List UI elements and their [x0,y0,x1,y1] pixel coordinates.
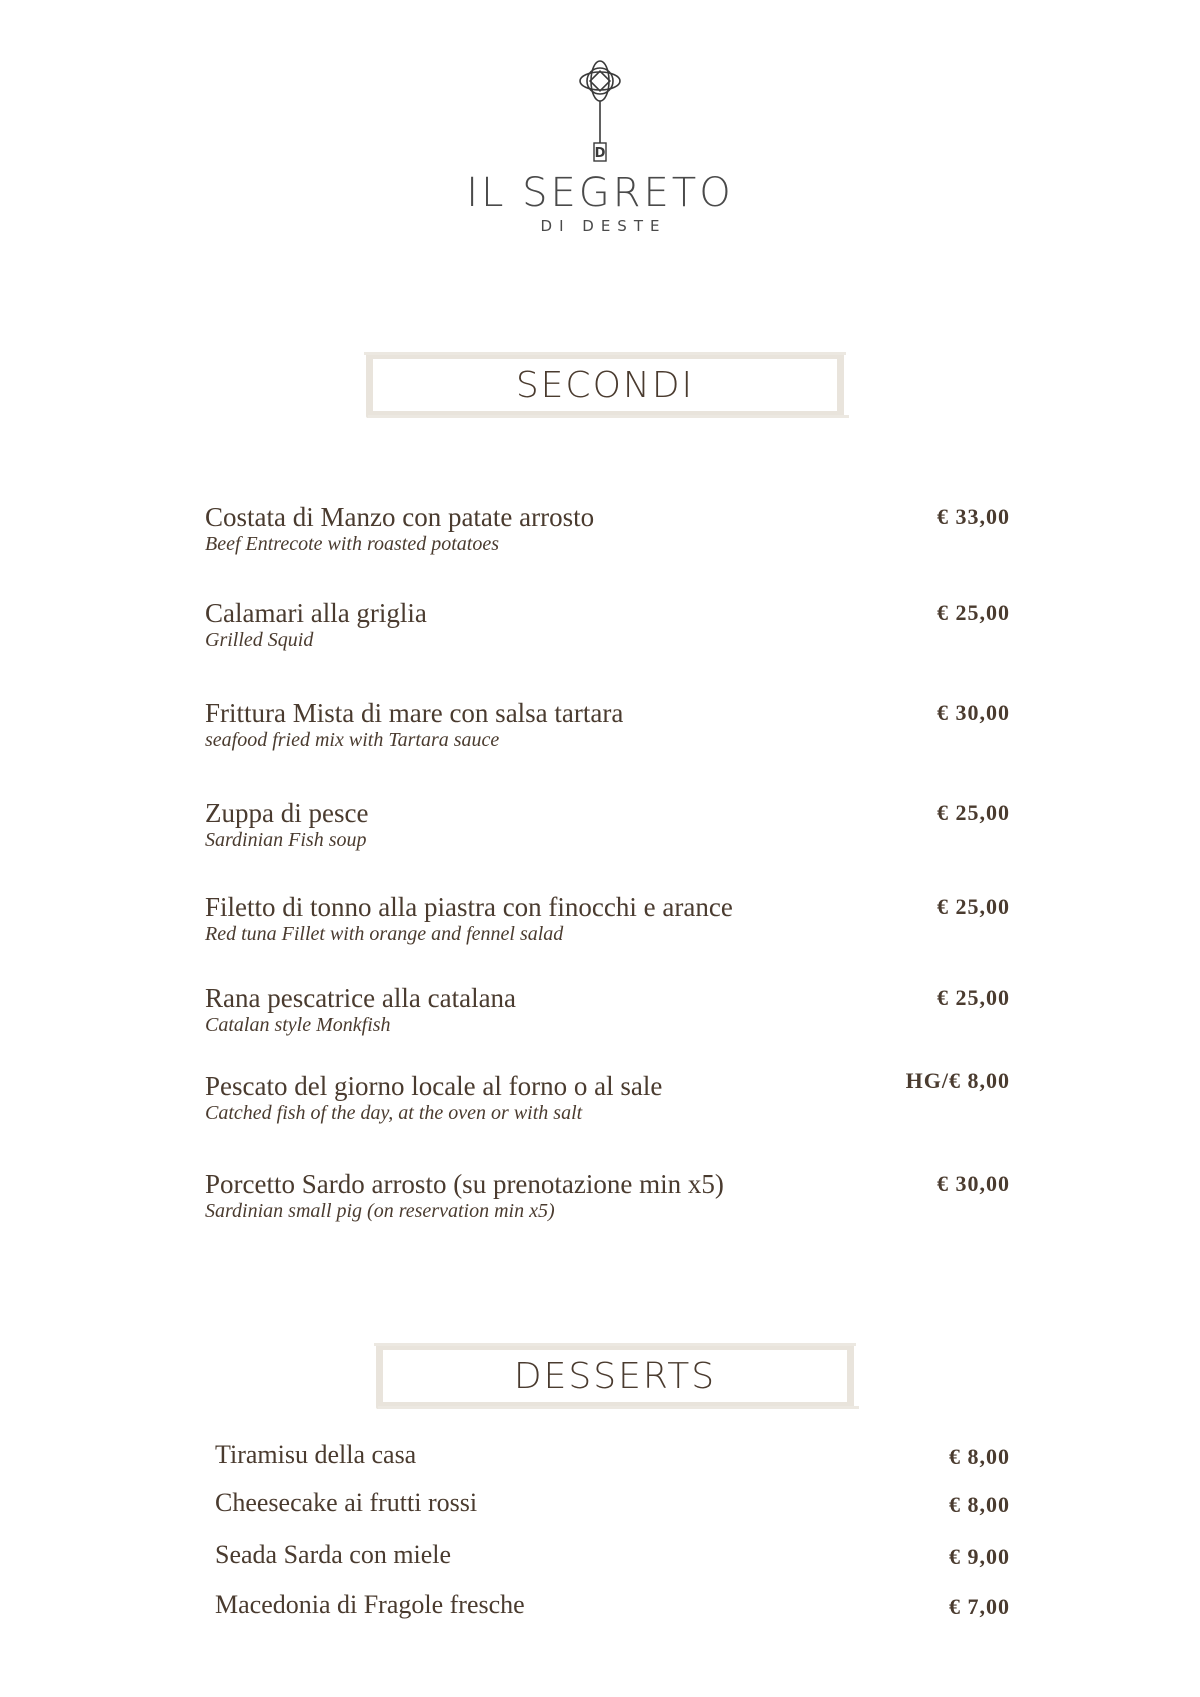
dish-name-it: Zuppa di pesce [205,798,369,828]
dessert-name: Tiramisu della casa [215,1440,417,1469]
menu-item [205,798,1010,852]
menu-item [205,598,1010,652]
dish-price: € 30,00 [937,700,1010,725]
dish-name-it: Pescato del giorno locale al forno o al sale [205,1071,663,1101]
dessert-name: Cheesecake ai frutti rossi [215,1488,478,1517]
dish-name-it: Porcetto Sardo arrosto (su prenotazione min x5) [205,1169,724,1199]
dish-name-en: Catalan style Monkfish [205,1014,391,1036]
dessert-price: € 7,00 [949,1594,1010,1619]
dish-price: € 25,00 [937,800,1010,825]
dish-name-en: Beef Entrecote with roasted potatoes [205,533,500,555]
dish-name-en: Grilled Squid [205,629,314,651]
dish-price: € 25,00 [937,894,1010,919]
key-ornament-icon [565,55,635,165]
dish-name-it: Frittura Mista di mare con salsa tartara [205,698,624,728]
dessert-item [215,1488,1010,1518]
dish-name-en: Sardinian Fish soup [205,829,367,851]
dish-name-en: Red tuna Fillet with orange and fennel salad [205,923,564,945]
menu-item [205,502,1010,556]
dish-price: € 33,00 [937,504,1010,529]
menu-item [205,892,1010,946]
logo-subtitle: DI DESTE [540,217,667,235]
dessert-name: Seada Sarda con miele [215,1540,452,1569]
section-header-desserts [376,1343,854,1409]
logo-title: IL SEGRETO [466,170,734,216]
section-title-secondi: SECONDI [515,364,695,406]
dish-price: € 25,00 [937,600,1010,625]
dessert-item [215,1440,1010,1470]
dish-name-en: seafood fried mix with Tartara sauce [205,729,500,751]
dish-name-it: Calamari alla griglia [205,598,427,628]
restaurant-logo [0,55,1200,235]
dish-name-it: Filetto di tonno alla piastra con finocchi e arance [205,892,733,922]
dessert-name: Macedonia di Fragole fresche [215,1590,525,1619]
dish-name-it: Costata di Manzo con patate arrosto [205,502,595,532]
dessert-price: € 8,00 [949,1492,1010,1517]
dish-price: € 25,00 [937,985,1010,1010]
dish-name-en: Sardinian small pig (on reservation min x5) [205,1200,555,1222]
menu-item [205,1169,1010,1223]
dish-name-it: Rana pescatrice alla catalana [205,983,517,1013]
dish-price: € 30,00 [937,1171,1010,1196]
menu-item [205,698,1010,752]
dish-name-en: Catched fish of the day, at the oven or with salt [205,1102,583,1124]
dish-price: HG/€ 8,00 [905,1068,1010,1093]
menu-item [205,1068,1010,1125]
logo-monogram: D [594,146,606,161]
dessert-price: € 8,00 [949,1444,1010,1469]
section-title-desserts: DESSERTS [513,1355,717,1397]
dessert-item [215,1590,1010,1620]
dessert-item [215,1540,1010,1570]
menu-item [205,983,1010,1037]
section-header-secondi [366,352,844,418]
dessert-price: € 9,00 [949,1544,1010,1569]
